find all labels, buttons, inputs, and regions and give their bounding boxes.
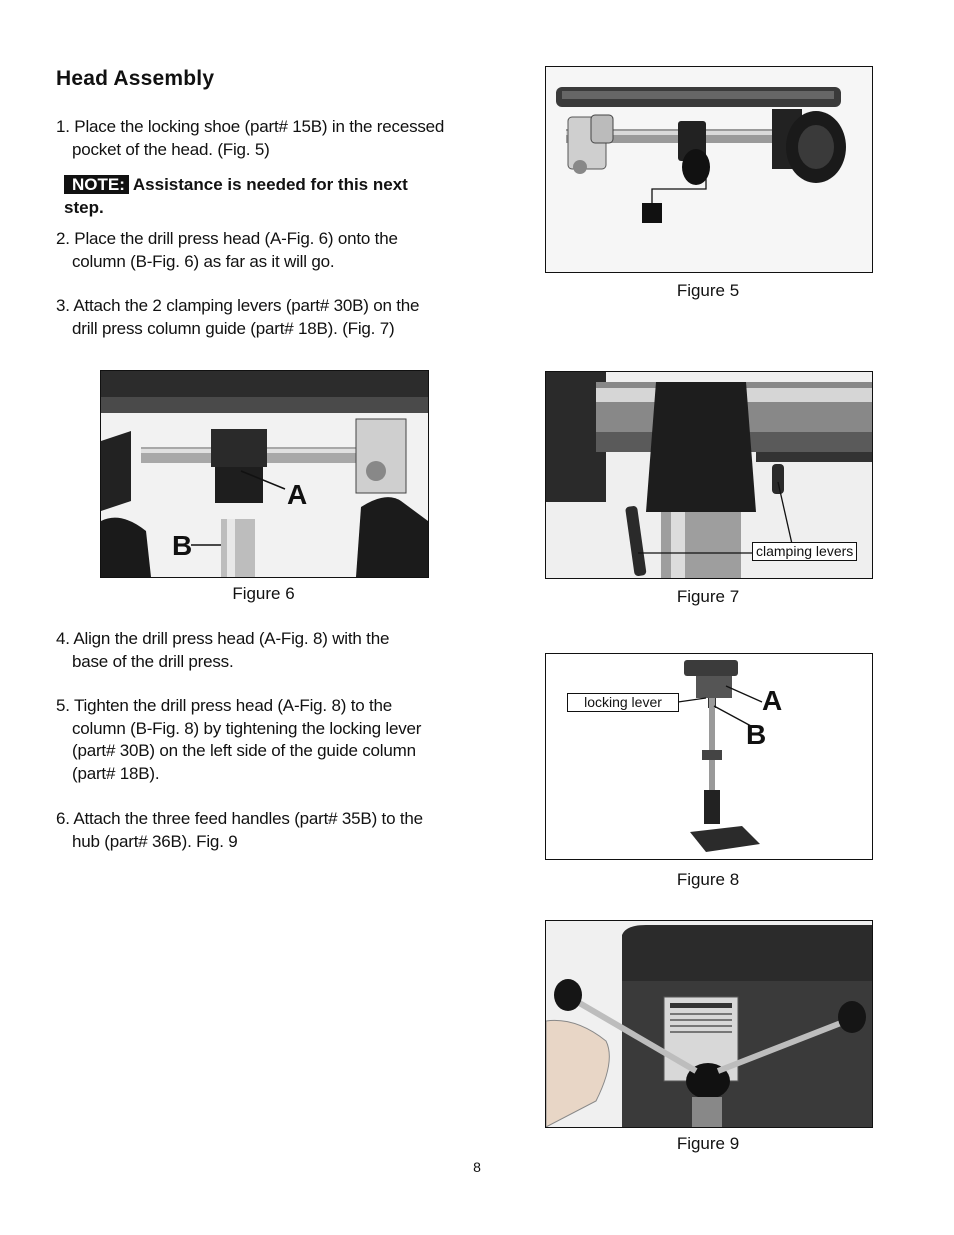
note-text: Assistance is needed for this next <box>132 175 408 194</box>
note-text-2: step. <box>64 198 104 217</box>
drill-head-underside-illustration <box>546 67 872 272</box>
step-5 <box>56 695 421 785</box>
feed-handles-illustration <box>546 921 872 1127</box>
figure-5-caption: Figure 5 <box>676 281 740 300</box>
step-4 <box>56 628 389 673</box>
figure-8-caption: Figure 8 <box>676 870 740 889</box>
step-2-line-2: column (B-Fig. 6) as far as it will go. <box>72 251 335 271</box>
figure-9-caption: Figure 9 <box>676 1134 740 1153</box>
figure-7-caption: Figure 7 <box>676 587 740 606</box>
figure-8-label-a: A <box>762 685 783 716</box>
step-5-line-2: column (B-Fig. 8) by tightening the locking lever <box>72 718 422 738</box>
step-1-line-2: pocket of the head. (Fig. 5) <box>72 139 270 159</box>
step-2 <box>56 228 398 273</box>
figure-7-callout: clamping levers <box>752 542 857 561</box>
step-5-line-1: 5. Tighten the drill press head (A-Fig. 8) to the <box>56 696 393 715</box>
page-number: 8 <box>473 1159 481 1175</box>
note-tag: NOTE: <box>64 175 129 194</box>
head-onto-column-illustration <box>101 371 428 577</box>
figure-6-label-a: A <box>287 479 308 510</box>
step-1 <box>56 116 444 161</box>
figure-8-image <box>545 653 873 860</box>
step-4-line-1: 4. Align the drill press head (A-Fig. 8) with the <box>56 629 390 648</box>
step-3-line-1: 3. Attach the 2 clamping levers (part# 30B) on the <box>56 296 420 315</box>
figure-6-image <box>100 370 429 578</box>
step-4-line-2: base of the drill press. <box>72 651 234 671</box>
figure-8-callout: locking lever <box>567 693 679 712</box>
figure-5-image <box>545 66 873 273</box>
step-5-line-3: (part# 30B) on the left side of the guide column <box>72 741 416 760</box>
step-2-line-1: 2. Place the drill press head (A-Fig. 6) onto the <box>56 229 398 248</box>
full-drill-press-illustration <box>546 654 872 859</box>
step-6-line-2: hub (part# 36B). Fig. 9 <box>72 831 238 851</box>
step-6-line-1: 6. Attach the three feed handles (part# 35B) to the <box>56 809 423 828</box>
step-3 <box>56 295 419 340</box>
figure-8-label-b: B <box>746 719 767 750</box>
step-1-line-1: 1. Place the locking shoe (part# 15B) in the recessed <box>56 117 445 136</box>
section-title: Head Assembly <box>56 67 215 90</box>
step-3-line-2: drill press column guide (part# 18B). (Fig. 7) <box>72 318 395 338</box>
step-6 <box>56 808 423 853</box>
figure-6-caption: Figure 6 <box>232 584 295 603</box>
step-5-line-4: (part# 18B). <box>72 763 160 783</box>
note-block <box>64 173 484 219</box>
figure-9-image <box>545 920 873 1128</box>
figure-6-label-b: B <box>172 530 193 561</box>
